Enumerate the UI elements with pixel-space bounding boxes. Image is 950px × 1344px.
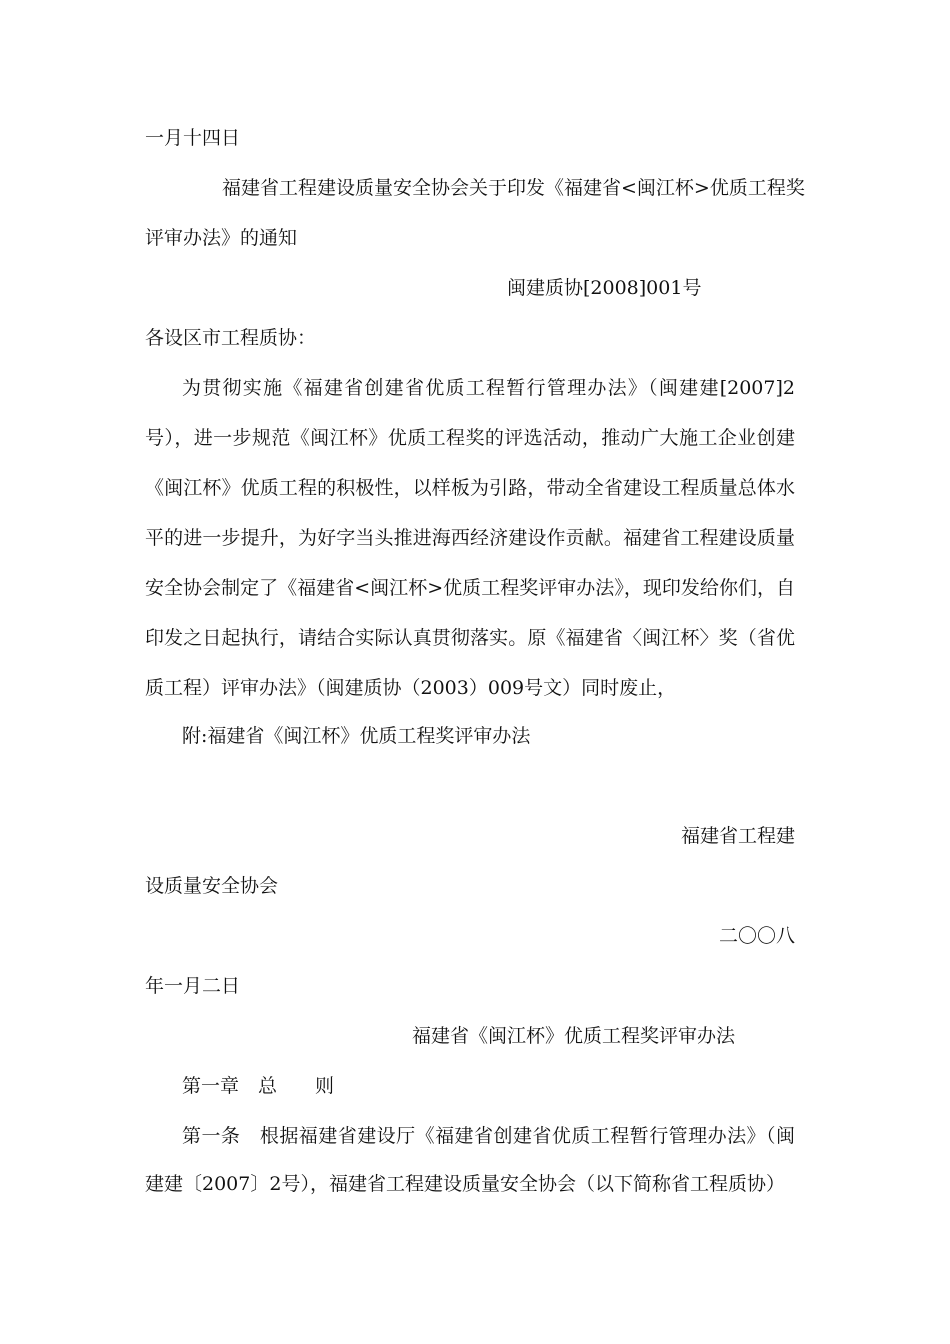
- document-number: 闽建质协[2008]001号: [507, 277, 702, 299]
- body-line: 质工程）评审办法》（闽建质协（2003）009号文）同时废止，: [145, 677, 677, 699]
- body-line: 《闽江杯》优质工程的积极性，以样板为引路，带动全省建设工程质量总体水: [145, 477, 795, 499]
- body-line: 为贯彻实施《福建省创建省优质工程暂行管理办法》（闽建建[2007]2: [182, 377, 795, 399]
- attachment-line: 附:福建省《闽江杯》优质工程奖评审办法: [182, 725, 531, 747]
- article1-line1: 第一条 根据福建省建设厅《福建省创建省优质工程暂行管理办法》（闽: [182, 1125, 795, 1147]
- body-line: 安全协会制定了《福建省<闽江杯>优质工程奖评审办法》，现印发给你们，自: [145, 577, 795, 599]
- chapter-heading: 第一章 总 则: [182, 1075, 335, 1097]
- article1-line2: 建建〔2007〕2号），福建省工程建设质量安全协会（以下简称省工程质协）: [145, 1173, 785, 1195]
- notice-title-line2: 评审办法》的通知: [145, 227, 298, 249]
- signature-line2: 设质量安全协会: [145, 875, 279, 897]
- previous-date-tail: 一月十四日: [145, 127, 241, 149]
- signature-line1: 福建省工程建: [680, 825, 795, 847]
- body-line: 号），进一步规范《闽江杯》优质工程奖的评选活动，推动广大施工企业创建: [145, 427, 795, 449]
- rules-title: 福建省《闽江杯》优质工程奖评审办法: [412, 1025, 736, 1047]
- body-line: 印发之日起执行，请结合实际认真贯彻落实。原《福建省〈闽江杯〉奖（省优: [145, 627, 795, 649]
- date-line2: 年一月二日: [145, 975, 241, 997]
- notice-title-line1: 福建省工程建设质量安全协会关于印发《福建省<闽江杯>优质工程奖: [222, 177, 805, 199]
- body-line: 平的进一步提升，为好字当头推进海西经济建设作贡献。福建省工程建设质量: [145, 527, 795, 549]
- recipient-line: 各设区市工程质协：: [145, 327, 317, 349]
- date-line1: 二〇〇八: [718, 925, 795, 947]
